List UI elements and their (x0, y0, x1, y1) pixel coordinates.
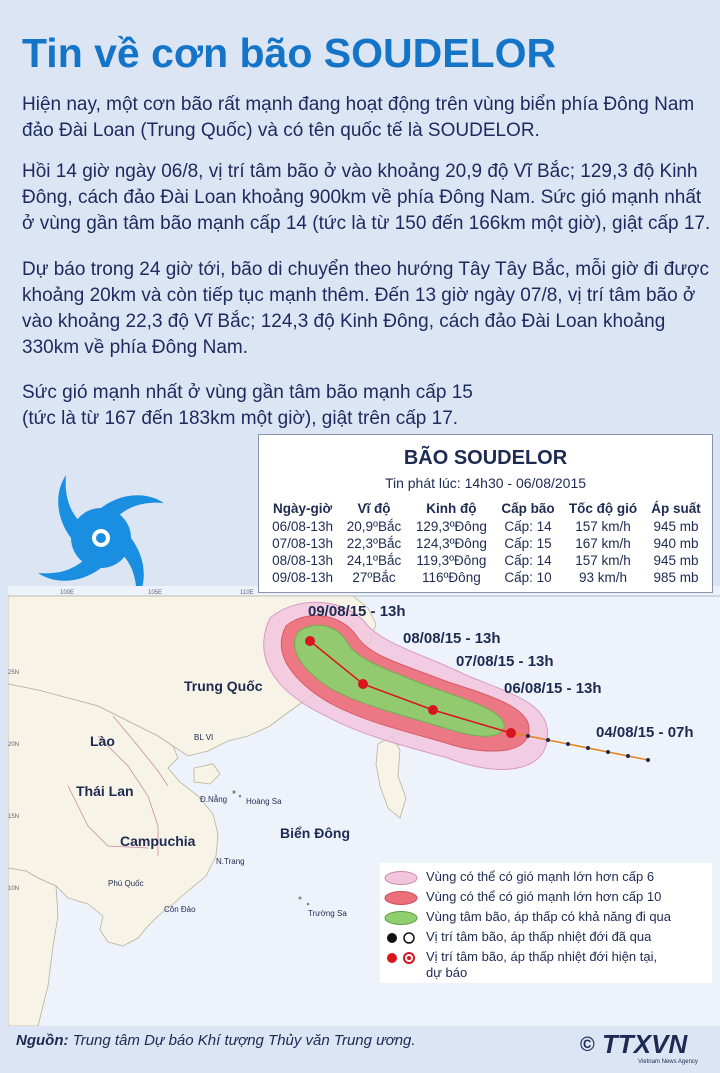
zone-cap6-swatch (384, 871, 418, 885)
axis-tick: 100E (60, 590, 75, 596)
paragraph-1 (22, 92, 712, 144)
logo-subtext: Vietnam News Agency (638, 1059, 698, 1065)
country-label: Thái Lan (76, 783, 134, 799)
cell: Cấp: 10 (504, 570, 552, 585)
cell: 124,3ºĐông (415, 536, 487, 551)
axis-tick: 110E (240, 590, 254, 596)
paragraph-line: 330km về phía Đông Nam. (22, 337, 249, 358)
logo-text: TTXVN (602, 1029, 688, 1059)
map-legend: Vùng có thể có gió mạnh lớn hơn cấp 6 Vùng có thể có gió mạnh lớn hơn cấp 10 Vùng tâm bão, áp thấp có khả năng đi qua Vị trí tâm bão, áp thấp nhiệt đới đã qua Vị trí tâm bão, áp thấp nhiệt đới hiện tại, dự báo (380, 863, 712, 983)
place-label: Đ.Nẵng (200, 795, 228, 804)
track-label: 06/08/15 - 13h (504, 680, 602, 697)
paragraph-line: Hiện nay, một cơn bão rất mạnh đang hoạt động trên vùng biển phía Đông Nam (22, 94, 695, 115)
track-label: 08/08/15 - 13h (403, 630, 501, 647)
cell: 27ºBắc (352, 570, 396, 585)
country-label: Trung Quốc (184, 678, 263, 694)
zone-cap10-swatch (384, 891, 418, 905)
cell: 24,1ºBắc (346, 553, 402, 568)
axis-tick: 25N (8, 670, 20, 676)
cell: 07/08-13h (272, 536, 333, 551)
zone-center-swatch (384, 911, 418, 925)
axis-tick: 15N (8, 814, 20, 820)
hoang-sa-islands (232, 790, 235, 793)
place-label: Trường Sa (308, 909, 347, 918)
place-label: Phú Quốc (108, 879, 144, 888)
track-label: 07/08/15 - 13h (456, 653, 554, 670)
place-label: N.Trang (216, 857, 245, 866)
cell: 945 mb (653, 519, 699, 534)
col-header: Áp suất (651, 501, 701, 516)
cell: Cấp: 14 (504, 553, 552, 568)
truong-sa-islands (299, 897, 302, 900)
axis-tick: 20N (8, 742, 20, 748)
storm-info-table (258, 434, 713, 593)
info-title: BÃO SOUDELOR (403, 447, 568, 469)
page-title: Tin về cơn bão SOUDELOR (22, 30, 557, 76)
table-header-row (265, 499, 707, 518)
country-label: Campuchia (120, 833, 196, 849)
table-row (265, 518, 707, 535)
paragraph-line: Hồi 14 giờ ngày 06/8, vị trí tâm bão ở vào khoảng 20,9 độ Vĩ Bắc; 129,3 độ Kinh (22, 161, 698, 182)
cell: 08/08-13h (272, 553, 333, 568)
country-label: Lào (90, 733, 115, 749)
table-row (265, 552, 707, 569)
paragraph-3 (22, 257, 712, 361)
track-label: 04/08/15 - 07h (596, 724, 694, 741)
typhoon-icon (36, 473, 166, 603)
hoang-sa-islands (239, 795, 242, 798)
cell: 157 km/h (575, 519, 631, 534)
table-row (265, 535, 707, 552)
col-header: Ngày-giờ (273, 501, 333, 516)
cell: 93 km/h (579, 570, 628, 585)
country-label: Biển Đông (280, 825, 350, 841)
source-text: Trung tâm Dự báo Khí tượng Thủy văn Trung ương. (68, 1032, 416, 1049)
cell: 129,3ºĐông (415, 519, 487, 534)
col-header: Kinh độ (426, 501, 477, 516)
ttxvn-logo (580, 1026, 710, 1066)
storm-table (265, 499, 707, 586)
current-position-icon (384, 951, 418, 965)
col-header: Cấp bão (501, 501, 555, 516)
paragraph-2 (22, 159, 712, 237)
paragraph-line: Sức gió mạnh nhất ở vùng gần tâm bão mạnh cấp 15 (22, 382, 473, 403)
source-label: Nguồn: (16, 1032, 69, 1049)
source-credit (16, 1032, 416, 1049)
cell: 945 mb (653, 553, 699, 568)
cell: 157 km/h (575, 553, 631, 568)
issued-time: Tin phát lúc: 14h30 - 06/08/2015 (384, 475, 587, 491)
place-label: Côn Đảo (164, 905, 196, 914)
paragraph-line: Dự báo trong 24 giờ tới, bão di chuyển theo hướng Tây Tây Bắc, mỗi giờ đi được (22, 259, 709, 280)
paragraph-line: khoảng 20km và còn tiếp tục mạnh thêm. Đến 13 giờ ngày 07/8, vị trí tâm bão ở (22, 285, 696, 306)
cell: 22,3ºBắc (346, 536, 402, 551)
cell: 119,3ºĐông (416, 553, 487, 568)
col-header: Vĩ độ (357, 501, 391, 516)
paragraph-line: (tức là từ 167 đến 183km một giờ), giật trên cấp 17. (22, 408, 459, 429)
paragraph-line: Đông, cách đảo Đài Loan khoảng 900km về phía Đông Nam. Sức gió mạnh nhất (22, 187, 702, 208)
paragraph-line: vào khoảng 22,3 độ Vĩ Bắc; 124,3 độ Kinh Đông, cách đảo Đài Loan khoảng (22, 311, 666, 332)
place-label: Hoàng Sa (246, 797, 282, 806)
track-label: 09/08/15 - 13h (308, 603, 406, 620)
col-header: Tốc độ gió (568, 501, 638, 516)
cell: 985 mb (653, 570, 699, 585)
axis-tick: 105E (148, 590, 163, 596)
cell: 940 mb (653, 536, 699, 551)
cell: 167 km/h (575, 536, 631, 551)
truong-sa-islands (307, 903, 310, 906)
paragraph-line: ở vùng gần tâm bão mạnh cấp 14 (tức là từ 150 đến 166km một giờ), giật cấp 17. (22, 213, 711, 234)
cell: Cấp: 14 (504, 519, 552, 534)
cell: 06/08-13h (272, 519, 333, 534)
paragraph-line: đảo Đài Loan (Trung Quốc) và có tên quốc tế là SOUDELOR. (22, 120, 540, 141)
cell: 116ºĐông (421, 570, 481, 585)
paragraph-4 (22, 380, 712, 432)
cell: 20,9ºBắc (346, 519, 402, 534)
axis-tick: 10N (8, 886, 20, 892)
table-row (265, 569, 707, 586)
cell: Cấp: 15 (504, 536, 552, 551)
cell: 09/08-13h (272, 570, 333, 585)
past-position-icon (384, 931, 418, 945)
place-label: BL VI (194, 733, 214, 742)
copyright-mark: © (580, 1034, 595, 1056)
